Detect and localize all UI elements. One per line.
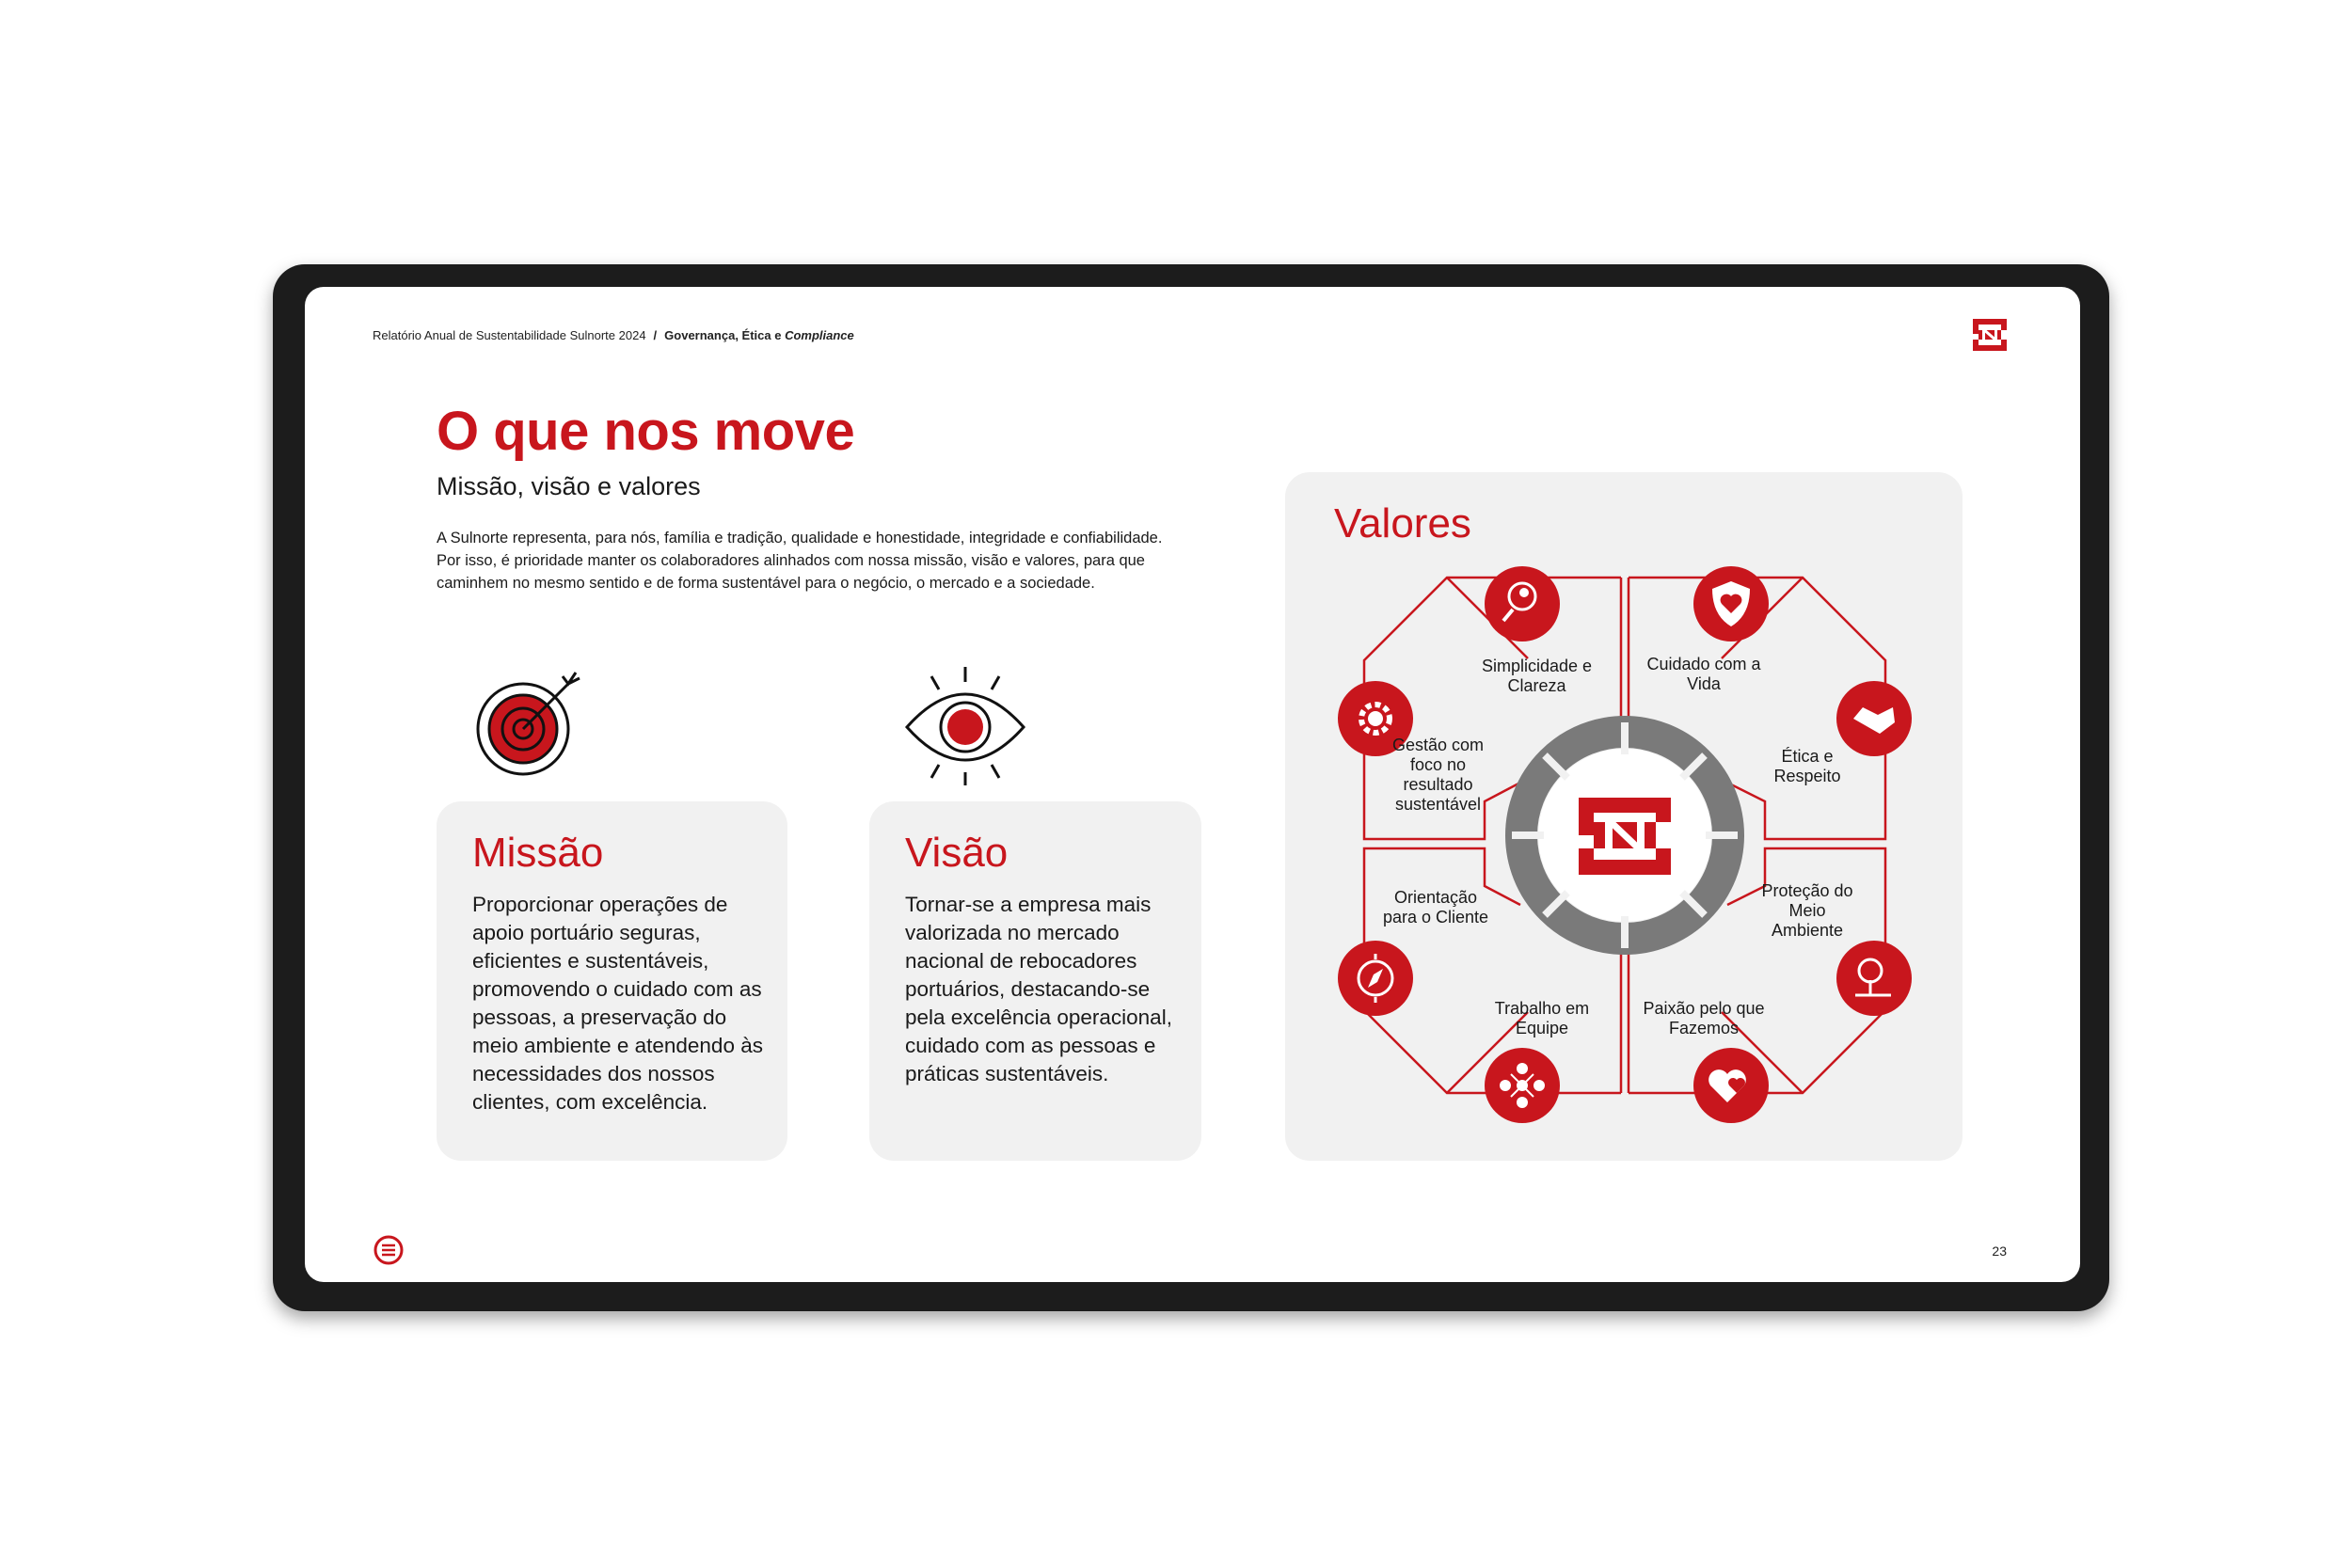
- report-page: [305, 287, 2080, 1282]
- intro-line: A Sulnorte representa, para nós, família e tradição, qualidade e honestidade, integridade e confiabilidade.: [437, 530, 1163, 546]
- section-title: Governança, Ética e Compliance: [664, 328, 854, 342]
- shield-heart-icon: [1693, 566, 1769, 641]
- value-cuidado-vida: Cuidado com a Vida: [1646, 655, 1761, 693]
- page-subtitle: Missão, visão e valores: [437, 472, 701, 500]
- value-orientacao-cliente: Orientação para o Cliente: [1382, 888, 1489, 927]
- report-title: Relatório Anual de Sustentabilidade Sulnorte 2024: [373, 328, 646, 342]
- value-meio-ambiente: Proteção do Meio Ambiente: [1761, 881, 1853, 940]
- mission-title: Missão: [472, 830, 604, 876]
- lightbulb-search-icon: [1485, 566, 1560, 641]
- value-paixao: Paixão pelo que Fazemos: [1643, 999, 1765, 1037]
- compass-icon: [1338, 941, 1413, 1016]
- value-gestao: Gestão com foco no resultado sustentável: [1391, 736, 1485, 814]
- intro-line: Por isso, é prioridade manter os colaboradores alinhados com nossa missão, visão e valores, para que: [437, 552, 1145, 569]
- breadcrumb-separator: /: [653, 328, 658, 342]
- section-title-italic: Compliance: [785, 328, 854, 342]
- sulnorte-logo-icon: [1969, 317, 2010, 353]
- eye-icon: [899, 663, 1031, 785]
- values-wheel: [1285, 472, 1963, 1161]
- mission-text: Proporcionar operações de apoio portuário seguras, eficientes e sustentáveis, promovendo o cuidado com as pessoas, a preservação do meio ambiente e atendendo às necessidades dos nossos clientes, com excelência.: [472, 893, 763, 1114]
- target-icon: [470, 665, 583, 778]
- vision-card: [869, 801, 1201, 1161]
- team-icon: [1485, 1048, 1560, 1123]
- value-trabalho-equipe: Trabalho em Equipe: [1494, 999, 1590, 1037]
- hearts-icon: [1693, 1048, 1769, 1123]
- menu-icon[interactable]: [373, 1234, 405, 1266]
- value-simplicidade: Simplicidade e Clareza: [1481, 657, 1593, 695]
- value-etica: Ética e Respeito: [1773, 747, 1841, 785]
- breadcrumb: [373, 328, 854, 342]
- values-card: [1285, 472, 1963, 1161]
- intro-paragraph: [437, 527, 1217, 594]
- page-title: O que nos move: [437, 401, 855, 462]
- handshake-icon: [1836, 681, 1912, 756]
- vision-text: Tornar-se a empresa mais valorizada no mercado nacional de rebocadores portuários, destacando-se pela excelência operacional, cuidado com as pessoas e práticas sustentáveis.: [905, 893, 1172, 1085]
- vision-title: Visão: [905, 830, 1009, 876]
- intro-line: caminhem no mesmo sentido e de forma sustentável para o negócio, o mercado e a sociedade.: [437, 575, 1095, 592]
- mission-card: [437, 801, 787, 1161]
- page-number: 23: [1992, 1243, 2007, 1259]
- values-title: Valores: [1334, 500, 1471, 546]
- tree-icon: [1836, 941, 1912, 1016]
